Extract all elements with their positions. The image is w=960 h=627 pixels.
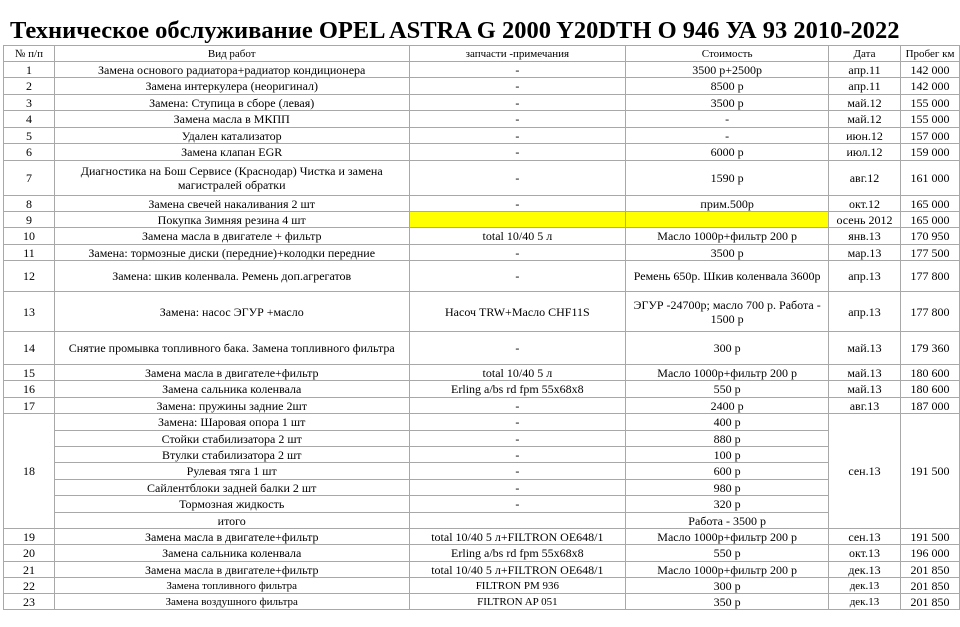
work-cell: Стойки стабилизатора 2 шт [54, 431, 409, 447]
parts-cell: - [409, 111, 626, 128]
table-row [4, 332, 960, 365]
date-cell: окт.13 [829, 545, 901, 562]
mileage-cell: 201 850 [900, 562, 959, 578]
row-number: 20 [4, 545, 55, 562]
parts-cell: total 10/40 5 л [409, 365, 626, 381]
table-row [4, 480, 960, 496]
col-header-work: Вид работ [54, 46, 409, 62]
table-row [4, 228, 960, 245]
parts-cell: Насоч TRW+Масло CHF11S [409, 292, 626, 332]
parts-cell: - [409, 95, 626, 111]
mileage-cell: 155 000 [900, 111, 959, 128]
cost-cell: 300 р [626, 332, 829, 365]
row-number: 21 [4, 562, 55, 578]
row-number: 19 [4, 529, 55, 545]
cost-cell: 1590 р [626, 161, 829, 196]
parts-cell: - [409, 144, 626, 161]
date-cell: апр.13 [829, 292, 901, 332]
cost-cell: ЭГУР -24700р; масло 700 р. Работа - 1500 р [626, 292, 829, 332]
mileage-cell: 157 000 [900, 128, 959, 144]
parts-cell: - [409, 398, 626, 414]
table-row [4, 381, 960, 398]
work-cell: Замена: насос ЭГУР +масло [54, 292, 409, 332]
mileage-cell: 142 000 [900, 78, 959, 95]
table-row [4, 545, 960, 562]
header-row [4, 46, 960, 62]
cost-cell: 350 р [626, 594, 829, 610]
parts-cell: - [409, 431, 626, 447]
cost-cell: 880 р [626, 431, 829, 447]
mileage-cell: 161 000 [900, 161, 959, 196]
mileage-cell: 191 500 [900, 414, 959, 529]
table-row [4, 95, 960, 111]
date-cell: июн.12 [829, 128, 901, 144]
table-row [4, 513, 960, 529]
parts-cell: total 10/40 5 л [409, 228, 626, 245]
date-cell: мар.13 [829, 245, 901, 261]
mileage-cell: 196 000 [900, 545, 959, 562]
row-number: 2 [4, 78, 55, 95]
cost-cell: Работа - 3500 р [626, 513, 829, 529]
row-number: 17 [4, 398, 55, 414]
work-cell: Удален катализатор [54, 128, 409, 144]
cost-cell: 2400 р [626, 398, 829, 414]
row-number: 3 [4, 95, 55, 111]
mileage-cell: 165 000 [900, 212, 959, 228]
date-cell: май.13 [829, 332, 901, 365]
row-number: 9 [4, 212, 55, 228]
cost-cell: Масло 1000р+фильтр 200 р [626, 365, 829, 381]
parts-cell: - [409, 78, 626, 95]
cost-cell: - [626, 111, 829, 128]
parts-cell: - [409, 463, 626, 480]
parts-cell: - [409, 414, 626, 431]
table-row [4, 261, 960, 292]
work-cell: Сайлентблоки задней балки 2 шт [54, 480, 409, 496]
table-row [4, 161, 960, 196]
col-header-km: Пробег км [900, 46, 959, 62]
table-row [4, 578, 960, 594]
table-row [4, 212, 960, 228]
date-cell: июл.12 [829, 144, 901, 161]
page-title: Техническое обслуживание OPEL ASTRA G 2000 Y20DTH О 946 УА 93 2010-2022 [10, 17, 900, 44]
table-row [4, 196, 960, 212]
cost-cell: Масло 1000р+фильтр 200 р [626, 228, 829, 245]
date-cell: сен.13 [829, 529, 901, 545]
mileage-cell: 142 000 [900, 62, 959, 78]
cost-cell: Масло 1000р+фильтр 200 р [626, 562, 829, 578]
row-number: 15 [4, 365, 55, 381]
mileage-cell: 177 800 [900, 292, 959, 332]
cost-cell: 100 р [626, 447, 829, 463]
work-cell: Замена интеркулера (неоригинал) [54, 78, 409, 95]
work-cell: Замена: пружины задние 2шт [54, 398, 409, 414]
parts-cell: - [409, 62, 626, 78]
row-number: 13 [4, 292, 55, 332]
mileage-cell: 187 000 [900, 398, 959, 414]
work-cell: Замена: Ступица в сборе (левая) [54, 95, 409, 111]
parts-cell: - [409, 261, 626, 292]
mileage-cell: 155 000 [900, 95, 959, 111]
row-number: 8 [4, 196, 55, 212]
table-row [4, 365, 960, 381]
row-number: 18 [4, 414, 55, 529]
service-table-body [4, 46, 960, 610]
work-cell: Замена сальника коленвала [54, 381, 409, 398]
table-row [4, 447, 960, 463]
col-header-cost: Стоимость [626, 46, 829, 62]
table-row [4, 496, 960, 513]
work-cell: Замена свечей накаливания 2 шт [54, 196, 409, 212]
table-row [4, 144, 960, 161]
date-cell: авг.12 [829, 161, 901, 196]
mileage-cell: 170 950 [900, 228, 959, 245]
work-cell: Замена топливного фильтра [54, 578, 409, 594]
cost-cell: 6000 р [626, 144, 829, 161]
cost-cell: 300 р [626, 578, 829, 594]
table-row [4, 414, 960, 431]
date-cell: апр.11 [829, 62, 901, 78]
work-cell: Замена масла в двигателе + фильтр [54, 228, 409, 245]
parts-cell: Erling a/bs rd fpm 55x68x8 [409, 545, 626, 562]
row-number: 4 [4, 111, 55, 128]
table-row [4, 431, 960, 447]
date-cell: май.13 [829, 381, 901, 398]
cost-cell: 8500 р [626, 78, 829, 95]
table-row [4, 463, 960, 480]
work-cell: Втулки стабилизатора 2 шт [54, 447, 409, 463]
date-cell: сен.13 [829, 414, 901, 529]
row-number: 5 [4, 128, 55, 144]
date-cell: дек.13 [829, 562, 901, 578]
table-row [4, 128, 960, 144]
work-cell: Тормозная жидкость [54, 496, 409, 513]
date-cell: май.12 [829, 95, 901, 111]
cost-cell: 980 р [626, 480, 829, 496]
row-number: 10 [4, 228, 55, 245]
work-cell: Замена масла в двигателе+фильтр [54, 365, 409, 381]
table-row [4, 111, 960, 128]
mileage-cell: 179 360 [900, 332, 959, 365]
row-number: 7 [4, 161, 55, 196]
parts-cell: - [409, 245, 626, 261]
cost-cell: - [626, 128, 829, 144]
cost-cell: 600 р [626, 463, 829, 480]
parts-cell: total 10/40 5 л+FILTRON OE648/1 [409, 529, 626, 545]
work-cell: Замена клапан EGR [54, 144, 409, 161]
parts-cell: - [409, 161, 626, 196]
work-cell: Замена: Шаровая опора 1 шт [54, 414, 409, 431]
work-cell: итого [54, 513, 409, 529]
table-row [4, 529, 960, 545]
cost-cell: Ремень 650р. Шкив коленвала 3600р [626, 261, 829, 292]
cost-cell: 550 р [626, 545, 829, 562]
parts-cell: - [409, 332, 626, 365]
work-cell: Покупка Зимняя резина 4 шт [54, 212, 409, 228]
cost-cell: 320 р [626, 496, 829, 513]
date-cell: осень 2012 [829, 212, 901, 228]
parts-cell: - [409, 447, 626, 463]
parts-cell: Erling a/bs rd fpm 55x68x8 [409, 381, 626, 398]
parts-cell: - [409, 128, 626, 144]
cost-cell: 3500 р [626, 245, 829, 261]
mileage-cell: 165 000 [900, 196, 959, 212]
date-cell: май.12 [829, 111, 901, 128]
date-cell: дек.13 [829, 578, 901, 594]
parts-cell: - [409, 496, 626, 513]
parts-cell [409, 513, 626, 529]
col-header-parts: запчасти -примечания [409, 46, 626, 62]
cost-cell: 3500 р+2500р [626, 62, 829, 78]
mileage-cell: 180 600 [900, 365, 959, 381]
cost-cell: 550 р [626, 381, 829, 398]
work-cell: Замена масла в двигателе+фильтр [54, 529, 409, 545]
table-row [4, 62, 960, 78]
row-number: 14 [4, 332, 55, 365]
table-row [4, 292, 960, 332]
row-number: 6 [4, 144, 55, 161]
work-cell: Замена масла в МКПП [54, 111, 409, 128]
mileage-cell: 177 500 [900, 245, 959, 261]
cost-cell: прим.500р [626, 196, 829, 212]
mileage-cell: 180 600 [900, 381, 959, 398]
work-cell: Диагностика на Бош Сервисе (Краснодар) Чистка и замена магистралей обратки [54, 161, 409, 196]
date-cell: апр.13 [829, 261, 901, 292]
table-row [4, 562, 960, 578]
mileage-cell: 201 850 [900, 578, 959, 594]
table-row [4, 594, 960, 610]
row-number: 23 [4, 594, 55, 610]
row-number: 11 [4, 245, 55, 261]
work-cell: Замена: шкив коленвала. Ремень доп.агрегатов [54, 261, 409, 292]
date-cell: дек.13 [829, 594, 901, 610]
highlighted-cost-cell [626, 212, 829, 228]
date-cell: окт.12 [829, 196, 901, 212]
mileage-cell: 201 850 [900, 594, 959, 610]
work-cell: Замена воздушного фильтра [54, 594, 409, 610]
table-row [4, 245, 960, 261]
cost-cell: 400 р [626, 414, 829, 431]
parts-cell: - [409, 480, 626, 496]
col-header-date: Дата [829, 46, 901, 62]
mileage-cell: 177 800 [900, 261, 959, 292]
work-cell: Рулевая тяга 1 шт [54, 463, 409, 480]
cost-cell: 3500 р [626, 95, 829, 111]
row-number: 1 [4, 62, 55, 78]
date-cell: янв.13 [829, 228, 901, 245]
cost-cell: Масло 1000р+фильтр 200 р [626, 529, 829, 545]
service-table [3, 45, 960, 610]
date-cell: авг.13 [829, 398, 901, 414]
highlighted-parts-cell [409, 212, 626, 228]
row-number: 16 [4, 381, 55, 398]
parts-cell: FILTRON PM 936 [409, 578, 626, 594]
date-cell: апр.11 [829, 78, 901, 95]
work-cell: Снятие промывка топливного бака. Замена топливного фильтра [54, 332, 409, 365]
parts-cell: FILTRON AP 051 [409, 594, 626, 610]
table-row [4, 78, 960, 95]
mileage-cell: 159 000 [900, 144, 959, 161]
parts-cell: - [409, 196, 626, 212]
work-cell: Замена основого радиатора+радиатор кондиционера [54, 62, 409, 78]
parts-cell: total 10/40 5 л+FILTRON OE648/1 [409, 562, 626, 578]
date-cell: май.13 [829, 365, 901, 381]
work-cell: Замена: тормозные диски (передние)+колодки передние [54, 245, 409, 261]
col-header-num: № п/п [4, 46, 55, 62]
mileage-cell: 191 500 [900, 529, 959, 545]
row-number: 22 [4, 578, 55, 594]
row-number: 12 [4, 261, 55, 292]
work-cell: Замена сальника коленвала [54, 545, 409, 562]
work-cell: Замена масла в двигателе+фильтр [54, 562, 409, 578]
table-row [4, 398, 960, 414]
